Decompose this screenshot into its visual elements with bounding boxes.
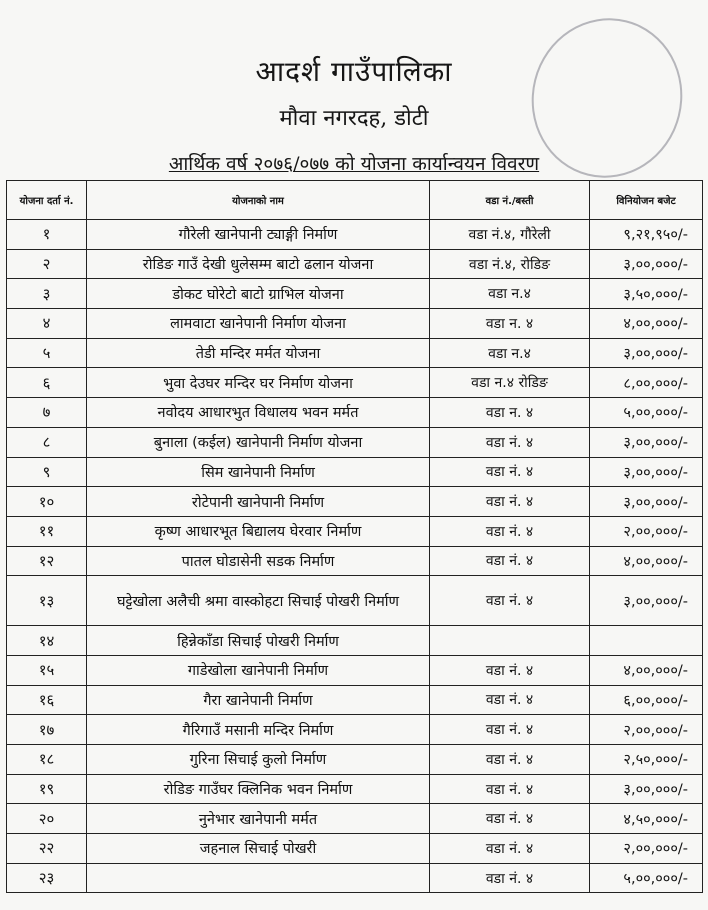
- cell-project-name: गैरा खानेपानी निर्माण: [87, 685, 430, 715]
- cell-budget: ३,००,०००/-: [590, 576, 703, 626]
- cell-ward: वडा नं. ४: [430, 655, 590, 685]
- cell-reg-no: ७: [7, 398, 87, 428]
- cell-budget: ३,५०,०००/-: [590, 279, 703, 309]
- cell-ward: वडा नं. ४: [430, 715, 590, 745]
- cell-project-name: [87, 863, 430, 893]
- cell-project-name: गौरेली खानेपानी ट्याङ्गी निर्माण: [87, 220, 430, 250]
- municipality-title: आदर्श गाउँपालिका: [255, 55, 453, 88]
- cell-budget: २,५०,०००/-: [590, 745, 703, 775]
- cell-budget: ३,००,०००/-: [590, 338, 703, 368]
- cell-project-name: रोडिङ गाउँघर क्लिनिक भवन निर्माण: [87, 774, 430, 804]
- cell-ward: वडा नं. ४: [430, 487, 590, 517]
- col-header-project-name: योजनाको नाम: [87, 181, 430, 220]
- cell-ward: वडा नं.४, रोडिङ: [430, 249, 590, 279]
- table-row: [7, 715, 703, 745]
- cell-ward: वडा न.४: [430, 279, 590, 309]
- table-row: [7, 863, 703, 893]
- cell-project-name: घट्टेखोला अलैची श्रमा वास्कोहटा सिचाई पोखरी निर्माण: [87, 576, 430, 626]
- cell-budget: ३,००,०००/-: [590, 774, 703, 804]
- cell-budget: २,००,०००/-: [590, 834, 703, 864]
- cell-reg-no: १८: [7, 745, 87, 775]
- cell-ward: वडा न. ४: [430, 398, 590, 428]
- cell-reg-no: १६: [7, 685, 87, 715]
- cell-reg-no: १५: [7, 655, 87, 685]
- table-row: [7, 804, 703, 834]
- cell-reg-no: ६: [7, 368, 87, 398]
- report-heading: आर्थिक वर्ष २०७६/०७७ को योजना कार्यान्वयन विवरण: [168, 153, 540, 175]
- table-row: [7, 427, 703, 457]
- cell-budget: ३,००,०००/-: [590, 487, 703, 517]
- cell-ward: वडा नं. ४: [430, 427, 590, 457]
- cell-budget: ३,००,०००/-: [590, 249, 703, 279]
- cell-project-name: रोटेपानी खानेपानी निर्माण: [87, 487, 430, 517]
- table-row: [7, 279, 703, 309]
- table-row: [7, 398, 703, 428]
- cell-project-name: गैरिगाउँ मसानी मन्दिर निर्माण: [87, 715, 430, 745]
- cell-ward: वडा नं. ४: [430, 576, 590, 626]
- cell-budget: ४,५०,०००/-: [590, 804, 703, 834]
- project-table: [6, 180, 703, 893]
- table-row: [7, 309, 703, 339]
- cell-reg-no: ४: [7, 309, 87, 339]
- cell-ward: वडा नं. ४: [430, 804, 590, 834]
- cell-project-name: गुरिना सिचाई कुलो निर्माण: [87, 745, 430, 775]
- cell-ward: वडा नं. ४: [430, 457, 590, 487]
- table-row: [7, 834, 703, 864]
- cell-project-name: लामवाटा खानेपानी निर्माण योजना: [87, 309, 430, 339]
- cell-reg-no: १३: [7, 576, 87, 626]
- table-row: [7, 338, 703, 368]
- cell-budget: [590, 626, 703, 656]
- cell-reg-no: २: [7, 249, 87, 279]
- table-row: [7, 576, 703, 626]
- cell-budget: २,००,०००/-: [590, 516, 703, 546]
- cell-budget: ९,२१,९५०/-: [590, 220, 703, 250]
- cell-budget: ५,००,०००/-: [590, 398, 703, 428]
- cell-budget: ४,००,०००/-: [590, 546, 703, 576]
- cell-reg-no: ५: [7, 338, 87, 368]
- cell-budget: ३,००,०००/-: [590, 457, 703, 487]
- cell-reg-no: ११: [7, 516, 87, 546]
- cell-project-name: जहनाल सिचाई पोखरी: [87, 834, 430, 864]
- cell-reg-no: ८: [7, 427, 87, 457]
- table-row: [7, 487, 703, 517]
- cell-ward: वडा नं. ४: [430, 516, 590, 546]
- cell-ward: वडा नं. ४: [430, 834, 590, 864]
- cell-reg-no: १२: [7, 546, 87, 576]
- cell-ward: वडा न. ४: [430, 309, 590, 339]
- table-row: [7, 457, 703, 487]
- cell-project-name: गाडेखोला खानेपानी निर्माण: [87, 655, 430, 685]
- table-row: [7, 655, 703, 685]
- cell-reg-no: १: [7, 220, 87, 250]
- cell-ward: वडा नं. ४: [430, 863, 590, 893]
- cell-ward: वडा नं. ४: [430, 774, 590, 804]
- col-header-budget: विनियोजन बजेट: [590, 181, 703, 220]
- table-row: [7, 745, 703, 775]
- table-header-row: [7, 181, 703, 220]
- cell-project-name: नवोदय आधारभुत विधालय भवन मर्मत: [87, 398, 430, 428]
- cell-budget: ३,००,०००/-: [590, 427, 703, 457]
- cell-ward: वडा नं. ४: [430, 546, 590, 576]
- cell-reg-no: २३: [7, 863, 87, 893]
- cell-ward: वडा नं. ४: [430, 745, 590, 775]
- cell-budget: ४,००,०००/-: [590, 309, 703, 339]
- col-header-reg-no: योजना दर्ता नं.: [7, 181, 87, 220]
- cell-ward: वडा न.४ रोडिङ: [430, 368, 590, 398]
- cell-project-name: कृष्ण आधारभूत बिद्यालय घेरवार निर्माण: [87, 516, 430, 546]
- table-row: [7, 685, 703, 715]
- cell-reg-no: १०: [7, 487, 87, 517]
- cell-budget: ४,००,०००/-: [590, 655, 703, 685]
- cell-project-name: बुनाला (कईल) खानेपानी निर्माण योजना: [87, 427, 430, 457]
- cell-ward: वडा नं.४, गौरेली: [430, 220, 590, 250]
- cell-project-name: पातल घोडासेनी सडक निर्माण: [87, 546, 430, 576]
- table-row: [7, 249, 703, 279]
- table-row: [7, 220, 703, 250]
- cell-reg-no: २२: [7, 834, 87, 864]
- cell-budget: ५,००,०००/-: [590, 863, 703, 893]
- cell-reg-no: १७: [7, 715, 87, 745]
- cell-ward: वडा न.४: [430, 338, 590, 368]
- cell-project-name: भुवा देउघर मन्दिर घर निर्माण योजना: [87, 368, 430, 398]
- table-row: [7, 368, 703, 398]
- cell-project-name: रोडिङ गाउँ देखी धुलेसम्म बाटो ढलान योजना: [87, 249, 430, 279]
- cell-project-name: तेडी मन्दिर मर्मत योजना: [87, 338, 430, 368]
- cell-project-name: हिन्नेकाँडा सिचाई पोखरी निर्माण: [87, 626, 430, 656]
- cell-ward: [430, 626, 590, 656]
- cell-reg-no: १९: [7, 774, 87, 804]
- cell-reg-no: २०: [7, 804, 87, 834]
- cell-budget: २,००,०००/-: [590, 715, 703, 745]
- cell-ward: वडा नं. ४: [430, 685, 590, 715]
- cell-reg-no: १४: [7, 626, 87, 656]
- table-row: [7, 546, 703, 576]
- table-row: [7, 774, 703, 804]
- cell-project-name: नुनेभार खानेपानी मर्मत: [87, 804, 430, 834]
- address-subtitle: मौवा नगरदह, डोटी: [279, 106, 429, 131]
- col-header-ward: वडा नं./बस्ती: [430, 181, 590, 220]
- table-row: [7, 516, 703, 546]
- cell-budget: ८,००,०००/-: [590, 368, 703, 398]
- cell-budget: ६,००,०००/-: [590, 685, 703, 715]
- table-row: [7, 626, 703, 656]
- cell-project-name: सिम खानेपानी निर्माण: [87, 457, 430, 487]
- cell-project-name: डोकट घोरेटो बाटो ग्राभिल योजना: [87, 279, 430, 309]
- cell-reg-no: ९: [7, 457, 87, 487]
- cell-reg-no: ३: [7, 279, 87, 309]
